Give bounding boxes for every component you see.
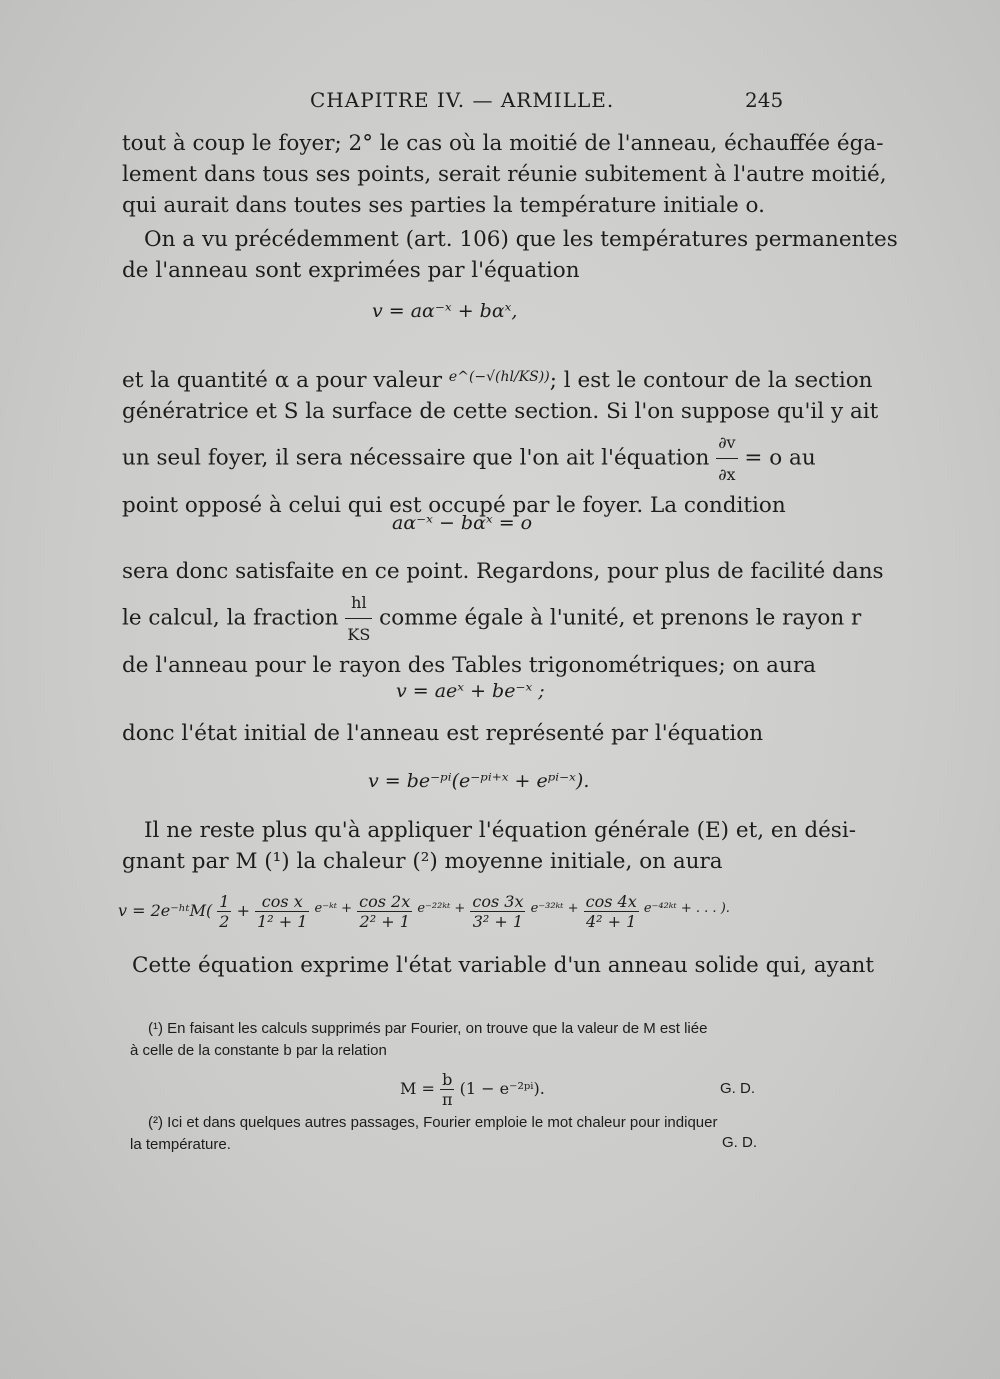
- text-line: de l'anneau sont exprimées par l'équation: [122, 258, 580, 283]
- paragraph-2: [122, 224, 898, 286]
- footnote-1-equation: [400, 1070, 545, 1109]
- text-line: la température.: [130, 1136, 231, 1153]
- text-line: [122, 427, 816, 490]
- series-term-1: [255, 892, 309, 931]
- fraction-denominator: 1² + 1: [257, 912, 308, 931]
- fraction-numerator: cos x: [255, 892, 309, 912]
- series-exponent: e⁻²²ᵏᵗ +: [417, 901, 466, 916]
- text-line: gnant par M (¹) la chaleur (²) moyenne initiale, on aura: [122, 849, 723, 874]
- fraction-denominator: 3² + 1: [472, 912, 524, 931]
- plus-sign: +: [236, 901, 250, 920]
- footnote-2: [130, 1112, 810, 1156]
- text-line: de l'anneau pour le rayon des Tables trigonométriques; on aura: [122, 653, 816, 678]
- text-line: donc l'état initial de l'anneau est représenté par l'équation: [122, 721, 764, 746]
- hl-over-ks-fraction: [345, 587, 372, 650]
- equation-tail: (1 − e⁻²ᵖⁱ).: [459, 1079, 545, 1098]
- text-line: On a vu précédemment (art. 106) que les températures permanentes: [144, 227, 898, 252]
- text-line: lement dans tous ses points, serait réunie subitement à l'autre moitié,: [122, 162, 887, 187]
- fraction-denominator: KS: [347, 625, 371, 644]
- equation-5: [118, 892, 730, 931]
- text-fragment: un seul foyer, il sera nécessaire que l'on ait l'équation: [122, 445, 710, 471]
- series-exponent: e⁻ᵏᵗ +: [314, 901, 353, 916]
- fraction-numerator: hl: [345, 587, 372, 619]
- running-title: CHAPITRE IV. — ARMILLE.: [310, 88, 615, 112]
- text-fragment: = o au: [744, 445, 816, 471]
- fraction-numerator: b: [440, 1070, 455, 1090]
- text-fragment: le calcul, la fraction: [122, 605, 339, 631]
- fraction-denominator: π: [441, 1090, 453, 1109]
- text-line: [122, 587, 862, 650]
- text-line: sera donc satisfaite en ce point. Regardons, pour plus de facilité dans: [122, 559, 884, 584]
- fraction-numerator: cos 2x: [359, 892, 411, 911]
- series-exponent: e⁻³²ᵏᵗ +: [530, 901, 579, 916]
- equation-lead: M =: [400, 1079, 435, 1098]
- b-over-pi-fraction: [440, 1070, 455, 1109]
- fraction-denominator: 2² + 1: [359, 912, 410, 931]
- paragraph-6: [122, 815, 856, 877]
- text-fragment: comme égale à l'unité, et prenons le rayon r: [379, 605, 862, 631]
- text-line: à celle de la constante b par la relation: [130, 1042, 387, 1059]
- series-term-0: [217, 892, 231, 931]
- fraction-denominator: ∂x: [718, 465, 736, 484]
- text-line: (¹) En faisant les calculs supprimés par Fourier, on trouve que la valeur de M est liée: [148, 1020, 708, 1037]
- footnote-1: [130, 1018, 810, 1062]
- equation-2: aα⁻ˣ − bαˣ = o: [392, 512, 533, 534]
- text-line: Il ne reste plus qu'à appliquer l'équation générale (E) et, en dési-: [144, 818, 856, 843]
- fraction-denominator: 2: [219, 912, 230, 931]
- paragraph-4: [122, 556, 884, 681]
- paragraph-7: [122, 950, 875, 981]
- series-term-3: [470, 892, 525, 931]
- text-line: qui aurait dans toutes ses parties la température initiale o.: [122, 193, 765, 218]
- equation-1: v = aα⁻ˣ + bαˣ,: [372, 300, 518, 322]
- equation-3: v = aeˣ + be⁻ˣ ;: [396, 680, 545, 702]
- fraction-numerator: 1: [219, 892, 230, 911]
- text-line: Cette équation exprime l'état variable d'un anneau solide qui, ayant: [132, 953, 875, 978]
- fraction-numerator: ∂v: [716, 427, 737, 459]
- equation-lead: v = 2e⁻ʰᵗM(: [118, 901, 213, 920]
- text-fragment: ; l est le contour de la section: [549, 368, 873, 393]
- fraction-numerator: cos 3x: [472, 892, 524, 911]
- derivative-fraction: [716, 427, 737, 490]
- equation-4: v = be⁻ᵖⁱ(e⁻ᵖⁱ⁺ˣ + eᵖⁱ⁻ˣ).: [368, 770, 590, 792]
- fraction-denominator: 4² + 1: [585, 912, 637, 931]
- text-line: [122, 362, 873, 396]
- fraction-numerator: cos 4x: [585, 892, 637, 911]
- paragraph-3: [122, 362, 879, 521]
- text-line: (²) Ici et dans quelques autres passages, Fourier emploie le mot chaleur pour indiquer: [148, 1114, 718, 1131]
- footnote-2-signature: G. D.: [722, 1134, 758, 1151]
- series-term-2: [357, 892, 412, 931]
- text-line: tout à coup le foyer; 2° le cas où la moitié de l'anneau, échauffée éga-: [122, 131, 884, 156]
- text-line: génératrice et S la surface de cette section. Si l'on suppose qu'il y ait: [122, 399, 879, 424]
- series-exponent: e⁻⁴²ᵏᵗ + . . . ).: [643, 901, 730, 916]
- footnote-1-signature: G. D.: [720, 1080, 756, 1097]
- paragraph-1: [122, 128, 887, 221]
- exponent-expression: e^(−√(hl/KS)): [448, 369, 550, 385]
- text-line: point opposé à celui qui est occupé par le foyer. La condition: [122, 493, 786, 518]
- paragraph-5: [122, 718, 792, 749]
- text-fragment: et la quantité α a pour valeur: [122, 368, 443, 393]
- page-number: 245: [745, 88, 784, 112]
- series-term-4: [584, 892, 639, 931]
